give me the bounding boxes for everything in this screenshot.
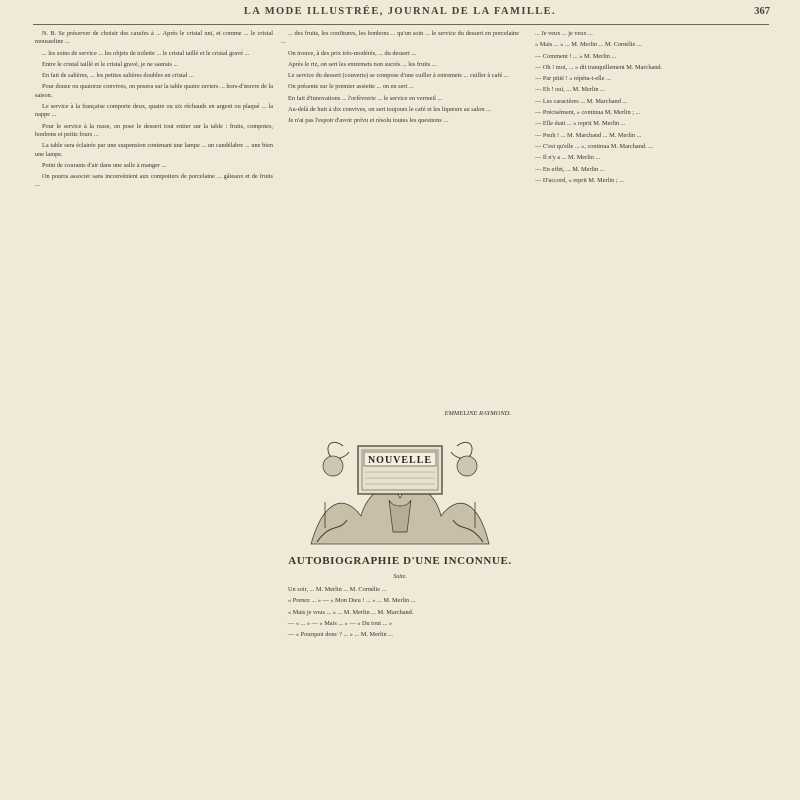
paragraph: — Précisément, » continua M. Merlin ; ... bbox=[535, 109, 641, 117]
paragraph: ... des fruits, les confitures, les bonbons ... qu'un soin ... le service du dessert en porcelaine ... bbox=[281, 30, 519, 46]
paragraph: Le service à la française comporte deux, quatre ou six réchauds en argent ou plaqué ... la nappe ... bbox=[35, 103, 273, 119]
paragraph: N. B. Se préserver de choisir des carafes à ... Après le cristal uni, et comme ... le cristal mousseline ... bbox=[35, 30, 273, 46]
page-number: 367 bbox=[754, 6, 770, 17]
paragraph: — Oh ! moi, ... » dit tranquillement M. Marchand. bbox=[535, 63, 663, 71]
paragraph: « Mais je vous ... » ... M. Merlin ... M. Marchand. bbox=[288, 608, 414, 616]
paragraph: — Comment ! ... » M. Merlin ... bbox=[535, 52, 617, 60]
article-end bbox=[281, 30, 519, 404]
running-head-title: LA MODE ILLUSTRÉE, JOURNAL DE LA FAMILLE. bbox=[243, 6, 557, 17]
paragraph: On trouve, à des prix très-modérés, ... du dessert ... bbox=[288, 49, 417, 57]
text-column-2 bbox=[281, 30, 519, 788]
header-rule bbox=[33, 24, 769, 25]
nouvelle-vignette-illustration bbox=[303, 432, 497, 550]
paragraph: — Il n'y a ... M. Merlin ... bbox=[535, 154, 601, 162]
paragraph: On présente sur le premier assiette ... on en sert ... bbox=[288, 83, 414, 91]
paragraph: — Eh ! oui, ... M. Merlin ... bbox=[535, 86, 605, 94]
author-signature: EMMELINE RAYMOND. bbox=[444, 410, 511, 417]
paragraph: Au-delà de huit à dix convives, on sert toujours le café et les liqueurs au salon ... bbox=[288, 106, 491, 114]
paragraph: Pour le service à la russe, on pose le dessert tout entier sur la table : fruits, compotes, bonbons et petits fours ... bbox=[35, 122, 273, 138]
paragraph: — D'accord, » reprit M. Merlin ; ... bbox=[535, 176, 624, 184]
text-column-1 bbox=[35, 30, 273, 788]
text-column-3 bbox=[528, 30, 766, 788]
story-part-label: Suite. bbox=[393, 574, 407, 580]
paragraph: On pourra associer sans inconvénient aux compotiers de porcelaine ... gâteaux et de fruits ... bbox=[35, 173, 273, 189]
story-text-start bbox=[281, 586, 519, 788]
paragraph: ... Je veux ... je veux ... bbox=[535, 30, 593, 37]
paragraph: Le service du dessert (couverts) se compose d'une cuiller à entremets ... cuiller à café ... bbox=[288, 72, 509, 80]
paragraph: Entre le cristal taillé et le cristal gravé, je ne saurais ... bbox=[42, 60, 179, 68]
paragraph: La table sera éclairée par une suspension contenant une lampe ... un candélabre ... une bien une lampe. bbox=[35, 142, 273, 158]
paragraph: « Prenez ... » — « Mon Dieu ! ... » ... M. Merlin ... bbox=[288, 597, 416, 605]
paragraph: « Mais ... » ... M. Merlin ... M. Cornélie ... bbox=[535, 41, 642, 49]
paragraph: — Par pitié ! » répéta-t-elle ... bbox=[535, 75, 611, 83]
paragraph: — « Pourquoi donc ? ... » ... M. Merlin ... bbox=[288, 631, 393, 639]
paragraph: Après le riz, on sert les entremets non sucrés ... les fruits ... bbox=[288, 60, 437, 68]
story-title: AUTOBIOGRAPHIE D'UNE INCONNUE. bbox=[288, 555, 512, 567]
vignette-label: NOUVELLE bbox=[367, 455, 433, 466]
paragraph: — Peuh ! ... M. Marchand ... M. Merlin ... bbox=[535, 131, 642, 139]
paragraph: — En effet, ... M. Merlin ... bbox=[535, 165, 605, 173]
paragraph: Point de courants d'air dans une salle à manger ... bbox=[42, 161, 167, 169]
paragraph: — Les caractères ... M. Marchand ... bbox=[535, 97, 628, 105]
paragraph: ... les soins de service ... les objets de toilette ... le cristal taillé et le cristal gravé ... bbox=[42, 49, 250, 57]
paragraph: Un soir, ... M. Merlin ... M. Cornélie ... bbox=[288, 586, 387, 593]
paragraph: — Elle était ... » reprit M. Merlin ... bbox=[535, 120, 626, 128]
paragraph: — C'est qu'elle ... », continua M. Marchand. ... bbox=[535, 142, 653, 150]
paragraph: En fait de salières, ... les petites salières doubles en cristal ... bbox=[42, 72, 194, 80]
paragraph: En fait d'innovations ... l'orfèvrerie ... le service en vermeil ... bbox=[288, 94, 443, 102]
paragraph: Pour douze ou quatorze convives, on posera sur la table quatre raviers ... hors-d'œuvre de la saison. bbox=[35, 83, 273, 99]
paragraph: — « ... » — « Mais ... » — « Du tout ... » bbox=[288, 619, 393, 627]
paragraph: Je n'ai pas l'espoir d'avoir prévu et résolu toutes les questions ... bbox=[288, 117, 449, 125]
